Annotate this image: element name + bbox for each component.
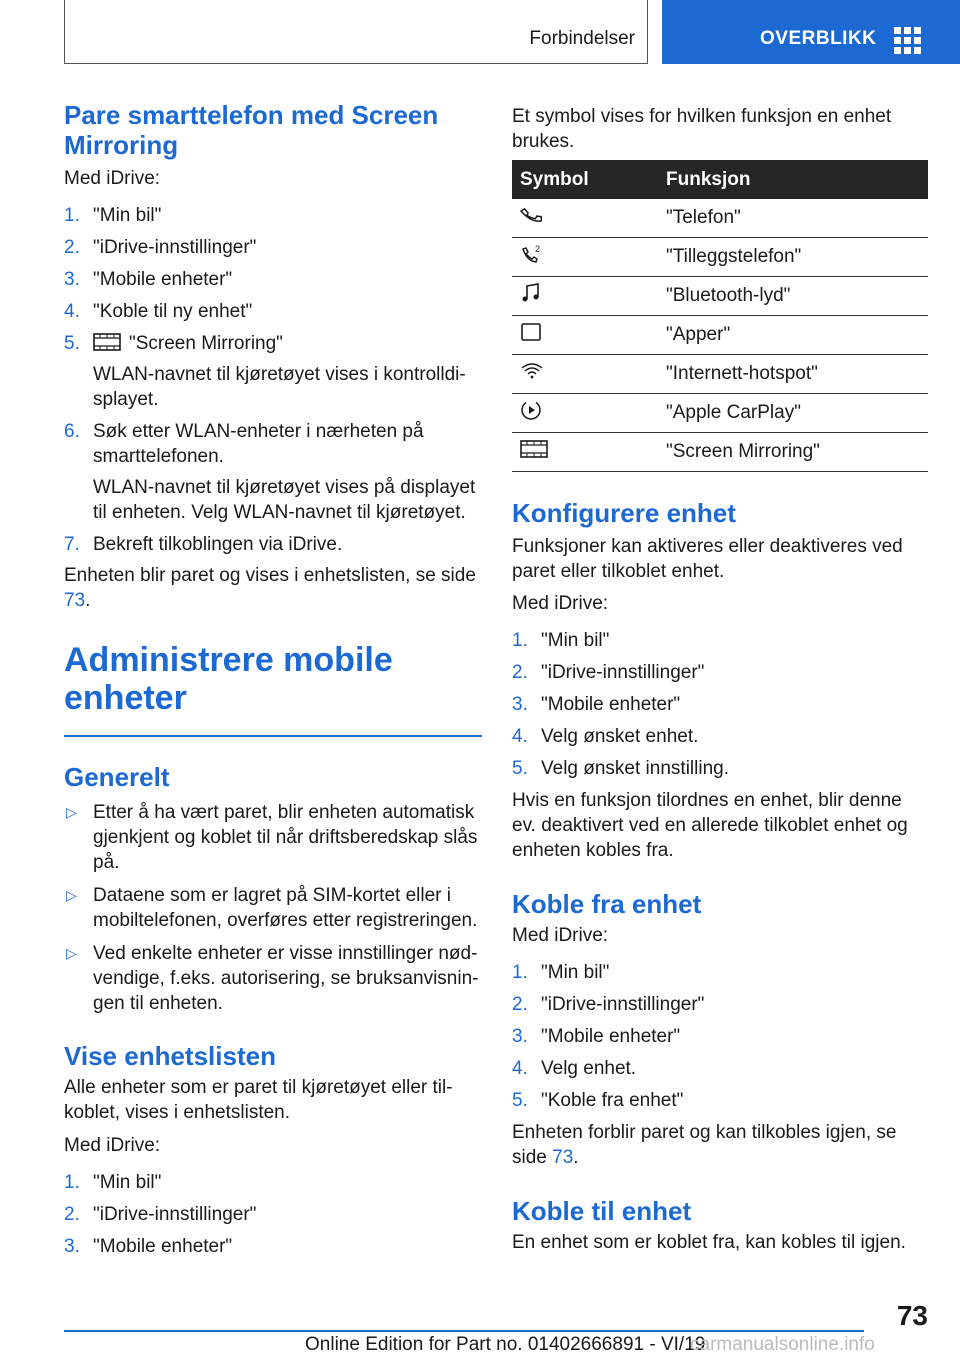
step-note: WLAN-navnet til kjøretøyet vises på displayet til enheten. Velg WLAN-navnet til kjøretøyet. — [93, 477, 476, 523]
wifi-icon — [520, 360, 544, 382]
watermark: carmanualsonline.info — [690, 1334, 875, 1355]
list-item: 2. "iDrive-innstillinger" — [64, 237, 257, 258]
section-title-reconnect: Koble til enhet — [512, 1196, 692, 1226]
list-item: ▷ Dataene som er lagret på SIM-kortet eller i mobiltelefonen, overføres etter registreringen. — [66, 885, 478, 931]
list-med: Med iDrive: — [64, 1135, 161, 1156]
left-column — [64, 100, 482, 1259]
table-row — [512, 433, 928, 472]
svg-text:2: 2 — [535, 244, 541, 254]
function-cell: "Bluetooth-lyd" — [658, 277, 928, 316]
pair-outro: Enheten blir paret og vises i enhetslisten, se side 73. — [64, 565, 476, 611]
list-item: 1. "Min bil" — [64, 205, 162, 226]
table-row — [512, 394, 928, 433]
list-item: 6. Søk etter WLAN-enheter i nærheten på smarttelefonen. — [64, 421, 424, 467]
list-item: 1. "Min bil" — [512, 630, 610, 651]
symbol-intro: Et symbol vises for hvilken funksjon en enhet brukes. — [512, 106, 892, 152]
table-row — [512, 277, 928, 316]
pair-intro: Med iDrive: — [64, 168, 161, 189]
list-item: 3. "Mobile enheter" — [64, 269, 233, 290]
list-steps — [64, 1170, 482, 1259]
function-cell: "Internett-hotspot" — [658, 355, 928, 394]
table-header-row — [512, 160, 928, 199]
phone-icon — [520, 205, 542, 225]
screen-mirroring-icon — [520, 440, 548, 458]
list-item: 3. "Mobile enheter" — [64, 1236, 233, 1257]
table-row — [512, 316, 928, 355]
table-row — [512, 199, 928, 238]
section-title-pair: Pare smarttelefon med Screen Mirroring — [64, 100, 439, 160]
chapter-title: Administrere mobile enheter — [64, 641, 393, 717]
overview-button[interactable] — [662, 0, 960, 64]
list-item: ▷ Etter å ha vært paret, blir enheten automatisk gjenkjent og koblet til når driftsberedskap slås på. — [66, 802, 478, 873]
list-item: 1. "Min bil" — [64, 1172, 162, 1193]
list-item: 1. "Min bil" — [512, 962, 610, 983]
general-bullets — [64, 800, 482, 1016]
reconnect-text: En enhet som er koblet fra, kan kobles til igjen. — [512, 1232, 906, 1253]
list-intro: Alle enheter som er paret til kjøretøyet eller til-koblet, vises i enhetslisten. — [64, 1077, 453, 1123]
page-number: 73 — [896, 1300, 928, 1331]
chapter-divider — [64, 735, 482, 737]
list-item: 2. "iDrive-innstillinger" — [512, 994, 705, 1015]
section-title-disconnect: Koble fra enhet — [512, 889, 702, 919]
app-square-icon — [520, 321, 542, 343]
table-header-function: Funksjon — [658, 160, 928, 199]
carplay-icon — [520, 399, 542, 421]
list-item: 3. "Mobile enheter" — [512, 694, 681, 715]
disconnect-med: Med iDrive: — [512, 925, 609, 946]
table-row — [512, 238, 928, 277]
section-title-general: Generelt — [64, 762, 170, 792]
function-cell: "Tilleggstelefon" — [658, 238, 928, 277]
list-item: 4. Velg enhet. — [512, 1058, 637, 1079]
config-outro: Hvis en funksjon tilordnes en enhet, blir denne ev. deaktivert ved en allerede tilkoblet enhet og enheten kobles fra. — [512, 790, 908, 861]
list-item: 7. Bekreft tilkoblingen via iDrive. — [64, 534, 343, 555]
right-column — [512, 104, 928, 1255]
list-item: 2. "iDrive-innstillinger" — [64, 1204, 257, 1225]
symbol-table — [512, 160, 928, 472]
edition-text: Online Edition for Part no. 01402666891 - VI/19 — [305, 1334, 706, 1355]
step-note: WLAN-navnet til kjøretøyet vises i kontrolldi-splayet. — [93, 364, 466, 410]
table-row — [512, 355, 928, 394]
disconnect-steps — [512, 960, 928, 1113]
list-item: 5. "Screen Mirroring" — [64, 333, 283, 354]
list-item: 5. "Koble fra enhet" — [512, 1090, 684, 1111]
screen-mirroring-icon — [93, 333, 121, 351]
list-item: ▷ Ved enkelte enheter er visse innstillinger nød-vendige, f.eks. autorisering, se bruksanvisnin-gen til enheten. — [66, 943, 479, 1014]
overview-label: OVERBLIKK — [760, 28, 877, 49]
function-cell: "Screen Mirroring" — [658, 433, 928, 472]
config-steps — [512, 628, 928, 781]
pair-steps — [64, 203, 482, 557]
tab-forbindelser[interactable]: Forbindelser — [529, 28, 635, 49]
grid-icon — [894, 27, 922, 55]
config-med: Med iDrive: — [512, 593, 609, 614]
function-cell: "Apple CarPlay" — [658, 394, 928, 433]
disconnect-outro: Enheten forblir paret og kan tilkobles igjen, se side 73. — [512, 1122, 897, 1168]
list-item: 2. "iDrive-innstillinger" — [512, 662, 705, 683]
function-cell: "Apper" — [658, 316, 928, 355]
section-title-config: Konfigurere enhet — [512, 498, 736, 528]
page-link[interactable]: 73 — [552, 1147, 574, 1168]
footer-divider — [64, 1330, 864, 1332]
function-cell: "Telefon" — [658, 199, 928, 238]
config-intro: Funksjoner kan aktiveres eller deaktiveres ved paret eller tilkoblet enhet. — [512, 536, 903, 582]
table-header-symbol: Symbol — [512, 160, 658, 199]
list-item: 4. "Koble til ny enhet" — [64, 301, 253, 322]
section-title-list: Vise enhetslisten — [64, 1041, 276, 1071]
list-item: 3. "Mobile enheter" — [512, 1026, 681, 1047]
list-item: 4. Velg ønsket enhet. — [512, 726, 699, 747]
page-link[interactable]: 73 — [64, 590, 86, 611]
phone-2-icon — [520, 243, 546, 265]
list-item: 5. Velg ønsket innstilling. — [512, 758, 729, 779]
music-note-icon — [520, 282, 542, 304]
